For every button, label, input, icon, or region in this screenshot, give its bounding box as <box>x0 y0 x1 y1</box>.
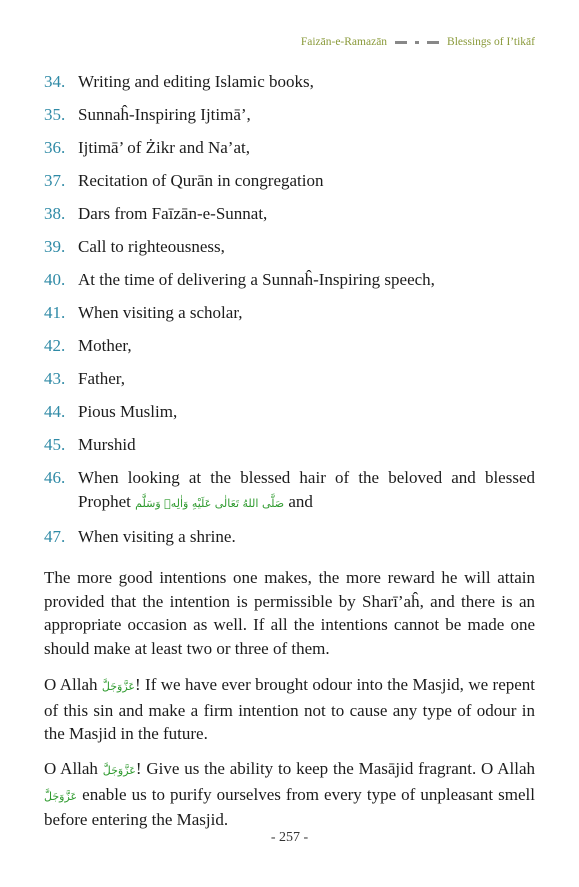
header-separator <box>395 41 407 44</box>
arabic-salutation: صَلَّى اللهُ تَعَالٰى عَلَيْهِ وَاٰلِهٖ وَسَلَّم <box>135 497 285 510</box>
book-title: Faizān-e-Ramazān <box>300 36 388 48</box>
item-text: Recitation of Qurān in congregation <box>78 171 324 190</box>
item-number: 44. <box>44 402 66 421</box>
chapter-title: Blessings of I’tikāf <box>447 36 535 48</box>
item-text: Ijtimā’ of Żikr and Na’at, <box>78 138 250 157</box>
list-item <box>44 202 535 226</box>
item-number: 43. <box>44 369 66 388</box>
item-text: Dars from Faīzān-e-Sunnat, <box>78 204 268 223</box>
item-text: When visiting a shrine. <box>78 527 236 546</box>
arabic-honorific: عَزَّوَجَلَّ <box>102 764 136 777</box>
item-number: 39. <box>44 237 66 256</box>
item-text: When visiting a scholar, <box>78 303 243 322</box>
paragraph-text: enable us to purify ourselves from every type of unpleasant smell before entering the Masjid. <box>44 784 536 829</box>
list-item <box>44 169 535 193</box>
header-separator-dot <box>415 41 419 44</box>
paragraph-text: ! Give us the ability to keep the Masājid fragrant. O Allah <box>135 759 535 778</box>
list-item <box>44 334 535 358</box>
list-item <box>44 433 535 457</box>
item-text: At the time of delivering a Sunnaĥ-Inspiring speech, <box>78 270 435 289</box>
item-number: 42. <box>44 336 66 355</box>
running-header <box>301 36 535 48</box>
item-number: 47. <box>44 527 66 546</box>
paragraph-text: O Allah <box>44 675 98 694</box>
paragraph-text: O Allah <box>44 759 98 778</box>
item-number: 37. <box>44 171 66 190</box>
item-number: 40. <box>44 270 66 289</box>
list-item <box>44 301 535 325</box>
paragraph-text: ! If we have ever brought odour into the Masjid, we repent of this sin and make a firm intention not to cause any type of odour in the Masjid in the future. <box>44 675 536 743</box>
paragraph-intentions: The more good intentions one makes, the more reward he will attain provided that the intention is permissible by Sharī’aĥ, and there is an appropriate occasion as well. If all the intentions cannot be made one should make at least two or three of them. <box>44 568 535 658</box>
item-text-part: When looking at the blessed hair of the beloved and blessed Prophet <box>78 468 535 511</box>
list-item <box>44 235 535 259</box>
list-item <box>44 367 535 391</box>
item-text <box>78 466 535 516</box>
list-item <box>44 70 535 94</box>
item-text: Mother, <box>78 336 132 355</box>
list-item <box>44 466 535 516</box>
item-text: Writing and editing Islamic books, <box>78 72 314 91</box>
list-item <box>44 136 535 160</box>
paragraph-prayer <box>44 757 535 832</box>
item-text: Call to righteousness, <box>78 237 225 256</box>
paragraph-repent <box>44 673 535 746</box>
list-item <box>44 103 535 127</box>
item-text: Murshid <box>78 435 136 454</box>
arabic-honorific: عَزَّوَجَلَّ <box>44 789 78 803</box>
item-number: 45. <box>44 435 66 454</box>
item-number: 36. <box>44 138 66 157</box>
intentions-list <box>44 70 535 558</box>
item-text: Pious Muslim, <box>78 402 178 421</box>
item-number: 38. <box>44 204 66 223</box>
page-number: - 257 - <box>270 830 309 845</box>
header-separator <box>427 41 439 44</box>
item-text: Father, <box>78 369 125 388</box>
item-text-part: and <box>288 492 313 511</box>
arabic-honorific: عَزَّوَجَلَّ <box>101 680 135 693</box>
item-number: 35. <box>44 105 66 124</box>
item-number: 34. <box>44 72 66 91</box>
list-item <box>44 268 535 292</box>
item-number: 41. <box>44 303 66 322</box>
item-text: Sunnaĥ-Inspiring Ijtimā’, <box>78 105 251 124</box>
list-item <box>44 525 535 549</box>
list-item <box>44 400 535 424</box>
item-number: 46. <box>44 468 66 487</box>
